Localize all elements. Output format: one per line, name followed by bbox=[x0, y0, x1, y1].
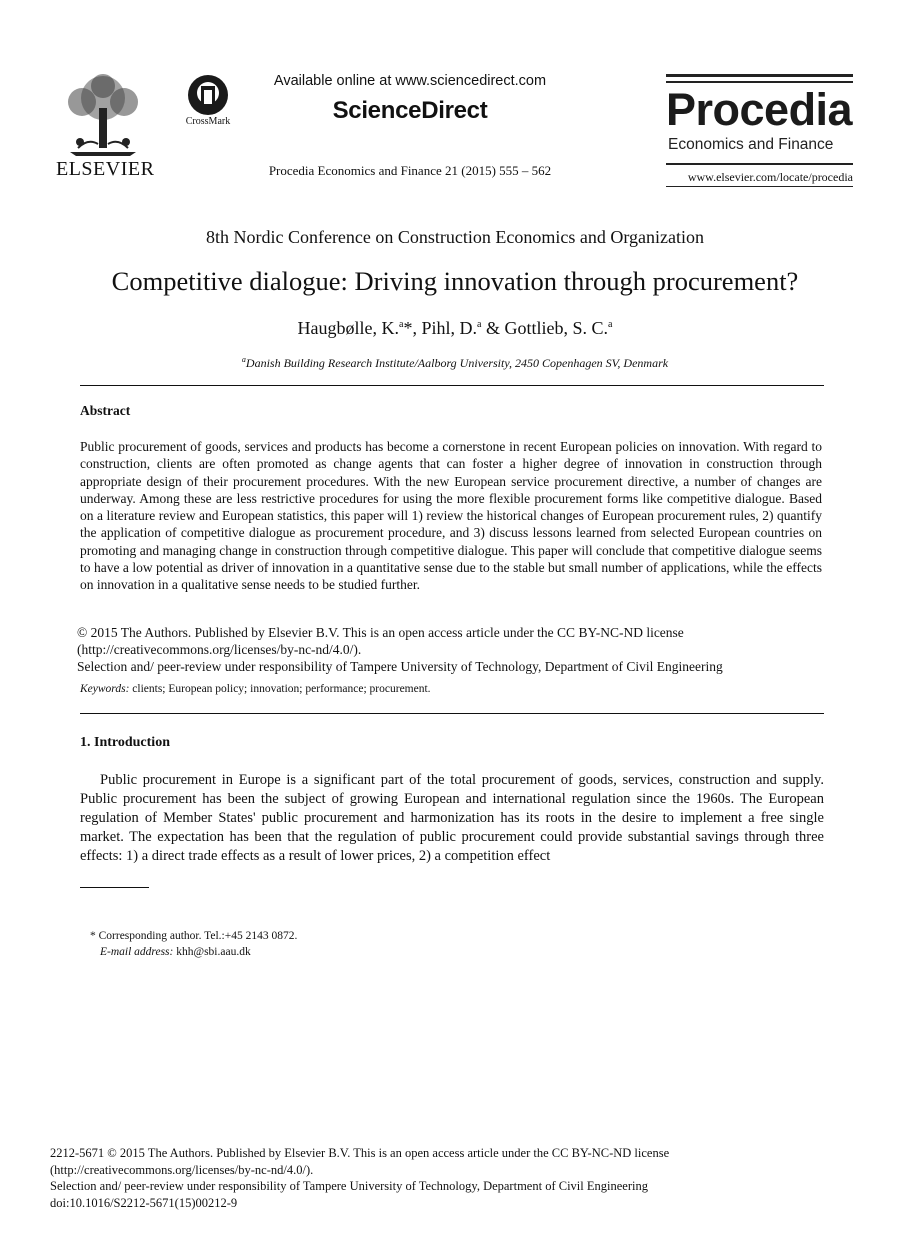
procedia-rule bbox=[666, 74, 853, 77]
conference-name: 8th Nordic Conference on Construction Economics and Organization bbox=[205, 227, 705, 247]
procedia-logo bbox=[666, 74, 854, 194]
author-separator: & bbox=[481, 318, 505, 338]
keywords-label: Keywords: bbox=[80, 683, 130, 695]
available-online-text[interactable]: Available online at www.sciencedirect.com bbox=[273, 73, 547, 89]
section-rule bbox=[80, 385, 824, 386]
copyright-notice bbox=[77, 624, 822, 676]
copyright-line: © 2015 The Authors. Published by Elsevier B.V. This is an open access article under the CC BY-NC-ND license bbox=[77, 625, 684, 640]
abstract-heading: Abstract bbox=[80, 403, 131, 418]
author-affiliation-mark: a bbox=[477, 319, 482, 330]
affiliation-mark: a bbox=[241, 355, 246, 364]
procedia-rule bbox=[666, 163, 853, 165]
sciencedirect-wordmark: ScienceDirect bbox=[332, 97, 488, 124]
procedia-url[interactable]: www.elsevier.com/locate/procedia bbox=[687, 170, 853, 184]
author-separator: , bbox=[412, 318, 422, 338]
procedia-subtitle: Economics and Finance bbox=[668, 136, 834, 153]
author-list bbox=[120, 318, 790, 339]
elsevier-tree-icon bbox=[60, 72, 146, 158]
affiliation bbox=[100, 355, 810, 371]
elsevier-logo bbox=[56, 72, 155, 180]
author-name: Haugbølle, K. bbox=[297, 318, 400, 338]
abstract-text: Public procurement of goods, services and products has become a cornerstone in recent European policies on innovation. With regard to construction, clients are often promoted as change agents that can foster a higher degree of innovation in construction through appropriate design of their procurement procedures. With the new European service procurement directive, a number of changes are underway. Among these are less restrictive procedures for using the more flexible procurement forms like competitive dialogue. Based on a literature review and European statistics, this paper will 1) review the historical changes of European procurement rules, 2) quantify the application of competitive dialogue as procurement procedure, and 3) discuss lessons learned from selected European countries on promoting and managing change in construction through competitive dialogue. This paper will conclude that competitive dialogue seems to have a low potential as driver of innovation in a quantitative sense due to the stable but small number of applications, while the effects on innovation in a qualitative sense needs to be studied further. bbox=[80, 439, 822, 593]
footer-license-link[interactable]: (http://creativecommons.org/licenses/by-nc-nd/4.0/). bbox=[50, 1162, 314, 1177]
procedia-name: Procedia bbox=[666, 84, 853, 135]
email-address[interactable]: khh@sbi.aau.dk bbox=[173, 946, 251, 958]
footer-issn-line: 2212-5671 © 2015 The Authors. Published by Elsevier B.V. This is an open access article under the CC BY-NC-ND license bbox=[50, 1146, 670, 1160]
introduction-text: Public procurement in Europe is a significant part of the total procurement of goods, services, construction and supply. Public procurement has been the subject of growing European and international regulation since the 1960s. The European regulation of Member States' public procurement and harmonization has its roots in the desire to implement a free single market. The expectation has been that the regulation of public procurement could provide substantial savings through three effects: 1) a direct trade effects as a result of lower prices, 2) a competition effect bbox=[80, 772, 824, 864]
footer-peer-review: Selection and/ peer-review under responsibility of Tampere University of Technology, Department of Civil Engineering bbox=[50, 1179, 648, 1193]
footer-doi[interactable]: doi:10.1016/S2212-5671(15)00212-9 bbox=[50, 1195, 238, 1210]
email-line bbox=[90, 944, 590, 960]
license-link[interactable]: (http://creativecommons.org/licenses/by-nc-nd/4.0/). bbox=[77, 642, 362, 658]
footnote bbox=[90, 928, 590, 960]
elsevier-wordmark: ELSEVIER bbox=[56, 158, 155, 180]
corresponding-author: * Corresponding author. Tel.:+45 2143 0872. bbox=[90, 930, 298, 942]
crossmark-label: CrossMark bbox=[185, 116, 231, 127]
page-footer bbox=[50, 1145, 810, 1211]
journal-reference: Procedia Economics and Finance 21 (2015) 555 – 562 bbox=[268, 163, 552, 178]
peer-review-line: Selection and/ peer-review under responsibility of Tampere University of Technology, Department of Civil Engineering bbox=[77, 659, 723, 675]
procedia-rule bbox=[666, 81, 853, 83]
paper-title: Competitive dialogue: Driving innovation through procurement? bbox=[111, 266, 799, 296]
author-affiliation-mark: a bbox=[399, 319, 404, 330]
footnote-rule bbox=[80, 887, 149, 888]
author-name: Pihl, D. bbox=[421, 318, 477, 338]
author-affiliation-mark: a bbox=[607, 319, 613, 330]
crossmark-badge[interactable] bbox=[178, 74, 238, 134]
email-label: E-mail address: bbox=[100, 946, 174, 958]
crossmark-icon bbox=[178, 74, 238, 116]
section-rule bbox=[80, 713, 824, 714]
procedia-rule bbox=[666, 186, 853, 187]
author-name: Gottlieb, S. C. bbox=[504, 318, 608, 338]
introduction-heading: 1. Introduction bbox=[80, 735, 170, 750]
keywords bbox=[80, 683, 822, 695]
affiliation-text: Danish Building Research Institute/Aalborg University, 2450 Copenhagen SV, Denmark bbox=[245, 356, 669, 370]
corresponding-mark: * bbox=[403, 318, 413, 338]
keywords-list: clients; European policy; innovation; performance; procurement. bbox=[129, 683, 431, 695]
